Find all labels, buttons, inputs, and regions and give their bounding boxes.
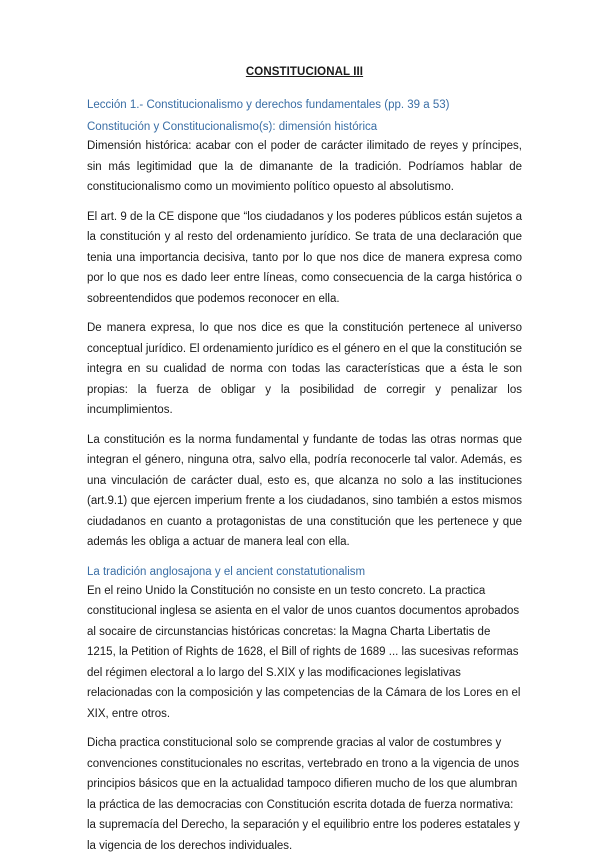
paragraph: De manera expresa, lo que nos dice es que la constitución pertenece al universo conceptual jurídico. El ordenamiento jurídico es el género en el que la constitución se integra en su cualidad de norma con todas las características que a ésta le son propias: la fuerza de obligar y la posibilidad de corregir y penalizar los incumplimientos. [87,322,522,416]
section-heading-historical: Constitución y Constitucionalismo(s): dimensión histórica [87,121,378,133]
document-title: CONSTITUCIONAL III [245,66,364,78]
lesson-heading: Lección 1.- Constitucionalismo y derechos fundamentales (pp. 39 a 53) [87,99,450,111]
section-heading-anglosaxon: La tradición anglosajona y el ancient constatutionalism [87,565,366,578]
paragraph: La constitución es la norma fundamental y fundante de todas las otras normas que integran el género, ninguna otra, salvo ella, podría reconocerle tal valor. Además, es una vinculación de carácter dual, esto es, que alcanza no solo a las instituciones (art.9.1) que ejercen imperium frente a los ciudadanos, sino también a estos mismos ciudadanos en cuanto a protagonistas de una constitución que les pertenece y que además les obliga a actuar de manera leal con ella. [87,433,522,548]
paragraph: Dicha practica constitucional solo se comprende gracias al valor de costumbres y convenciones constitucionales no escritas, vertebrado en trono a la vigencia de unos principios básicos que en la actualidad tampoco difieren mucho de los que alumbran la práctica de las democracias con Constitución escrita dotada de fuerza normativa: la supremacía del Derecho, la separación y el equilibrio entre los poderes estatales y la vigencia de los derechos individuales. [87,737,520,852]
paragraph: Dimensión histórica: acabar con el poder de carácter ilimitado de reyes y príncipes, sin más legitimidad que la de dimanante de la tradición. Podríamos hablar de constitucionalismo como un movimiento político opuesto al absolutismo. [87,140,522,193]
paragraph: El art. 9 de la CE dispone que “los ciudadanos y los poderes públicos están sujetos a la constitución y al resto del ordenamiento jurídico. Se trata de una declaración que tenia una importancia decisiva, tanto por lo que nos dice de manera expresa como por lo que nos es dado leer entre líneas, como consecuencia de la carga histórica o sobreentendidos que podemos reconocer en ella. [87,210,522,305]
paragraph: En el reino Unido la Constitución no consiste en un testo concreto. La practica constitucional inglesa se asienta en el valor de unos cuantos documentos aprobados al socaire de circunstancias históricas concretas: la Magna Charta Libertatis de 1215, la Petition of Rights de 1628, el Bill of rights de 1689 ... las sucesivas reformas del régimen electoral a lo largo del S.XIX y las modificaciones legislativas relacionadas con la composición y las competencias de la Cámara de los Lores en el XIX, entre otros. [87,584,521,720]
